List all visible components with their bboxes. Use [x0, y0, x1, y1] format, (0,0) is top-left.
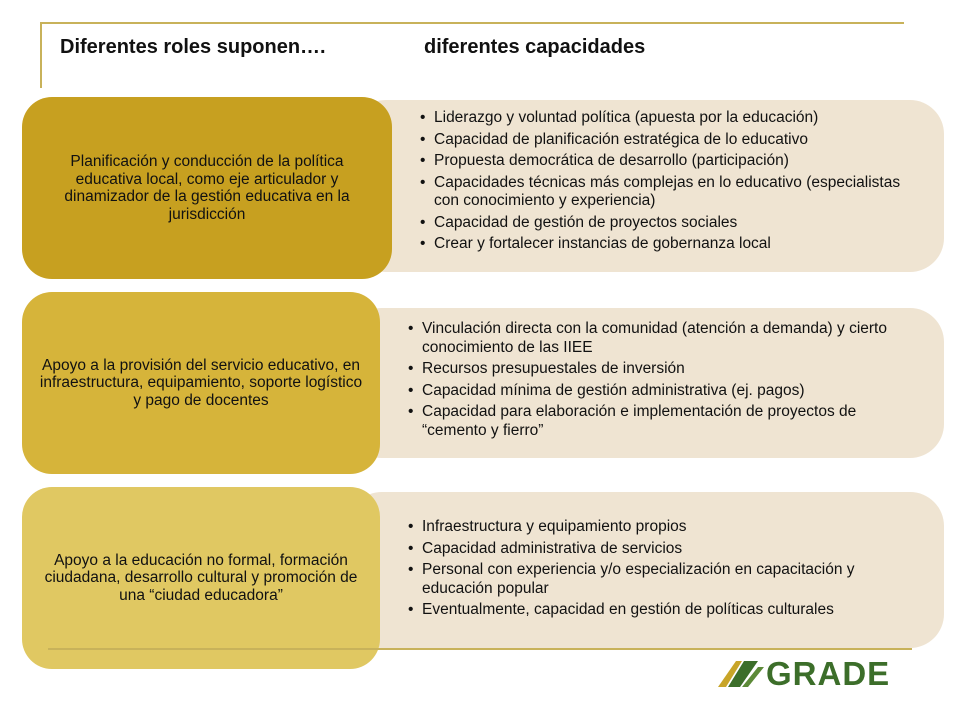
capacity-item: • Propuesta democrática de desarrollo (participación)	[420, 152, 920, 171]
capacity-item: • Capacidad administrativa de servicios	[408, 540, 908, 559]
capacity-item: • Capacidad mínima de gestión administrativa (ej. pagos)	[408, 382, 908, 401]
capacity-item: • Recursos presupuestales de inversión	[408, 360, 908, 379]
capacities-list-2	[408, 320, 908, 443]
grade-logo-mark-icon	[718, 657, 766, 691]
capacities-list-3	[408, 518, 908, 623]
capacities-list-1	[420, 109, 920, 257]
capacity-item: • Liderazgo y voluntad política (apuesta por la educación)	[420, 109, 920, 128]
role-text-3: Apoyo a la educación no formal, formación ciudadana, desarrollo cultural y promoción de una “ciudad educadora”	[44, 551, 358, 604]
logo-text: GRADE	[766, 655, 891, 692]
role-box-3	[22, 487, 380, 669]
capacity-item: • Personal con experiencia y/o especialización en capacitación y educación popular	[408, 561, 908, 598]
capacity-item: • Eventualmente, capacidad en gestión de políticas culturales	[408, 601, 908, 620]
grade-logo	[718, 657, 898, 691]
bottom-rule	[48, 648, 912, 650]
capacity-item: • Capacidad para elaboración e implementación de proyectos de “cemento y fierro”	[408, 403, 908, 440]
role-box-1	[22, 97, 392, 279]
capacity-item: • Capacidad de planificación estratégica de lo educativo	[420, 131, 920, 150]
capacity-item: • Infraestructura y equipamiento propios	[408, 518, 908, 537]
capacity-item: • Capacidades técnicas más complejas en lo educativo (especialistas con conocimiento y experiencia)	[420, 174, 920, 211]
top-rule	[40, 22, 904, 24]
role-box-2	[22, 292, 380, 474]
left-rule	[40, 22, 42, 88]
slide-title-right: diferentes capacidades	[424, 36, 646, 58]
role-text-1: Planificación y conducción de la política educativa local, como eje articulador y dinamizador de la gestión educativa en la jurisdicción	[64, 153, 350, 223]
capacity-item: • Vinculación directa con la comunidad (atención a demanda) y cierto conocimiento de las IIEE	[408, 320, 908, 357]
slide-title-left: Diferentes roles suponen….	[60, 36, 326, 58]
capacity-item: • Capacidad de gestión de proyectos sociales	[420, 214, 920, 233]
role-text-2: Apoyo a la provisión del servicio educativo, en infraestructura, equipamiento, soporte logístico y pago de docentes	[39, 356, 363, 409]
capacity-item: • Crear y fortalecer instancias de gobernanza local	[420, 235, 920, 254]
